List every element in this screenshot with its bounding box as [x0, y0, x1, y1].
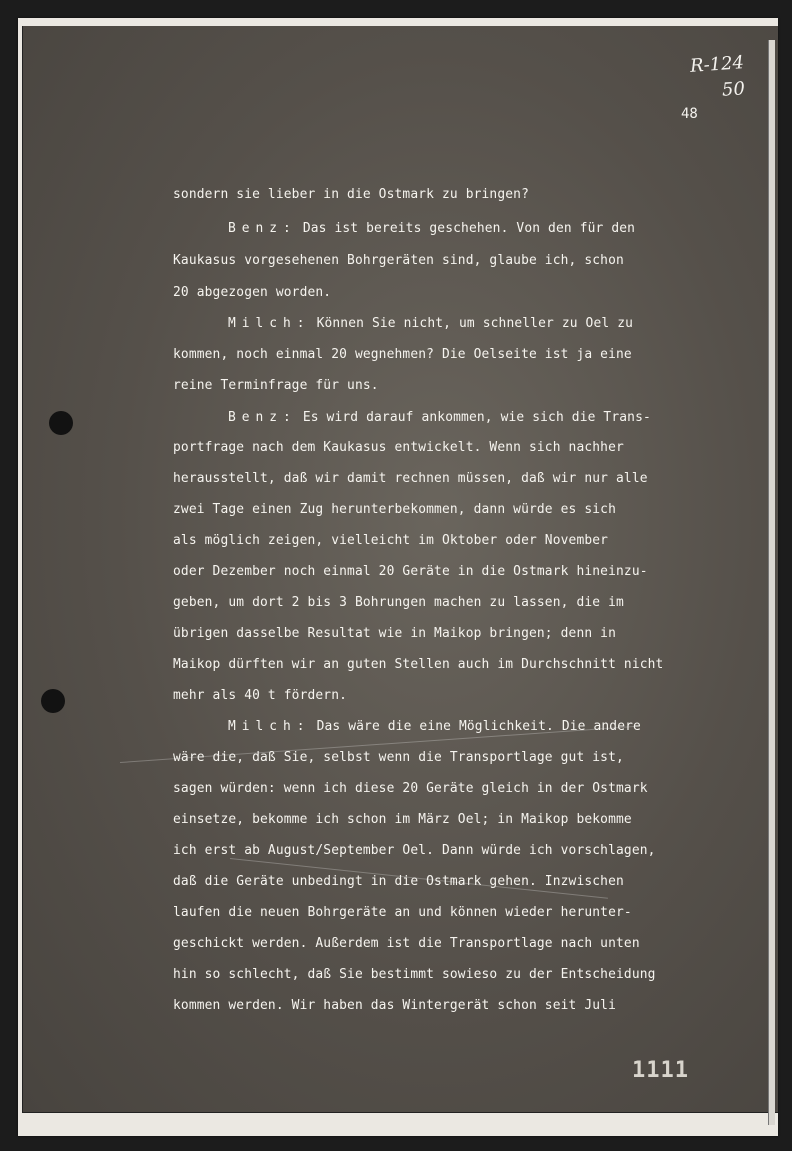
line-text: Das wäre die eine Möglichkeit. Die andere	[316, 719, 641, 734]
line-text: einsetze, bekomme ich schon im März Oel; in Maikop bekomme	[173, 812, 632, 827]
line-text: ich erst ab August/September Oel. Dann würde ich vorschlagen,	[173, 843, 656, 858]
text-line	[173, 502, 616, 517]
speaker-name: Benz:	[228, 221, 297, 236]
line-text: portfrage nach dem Kaukasus entwickelt. Wenn sich nachher	[173, 440, 624, 455]
line-text: zwei Tage einen Zug herunterbekommen, dann würde es sich	[173, 502, 617, 517]
page-number: 48	[681, 106, 698, 122]
text-line	[228, 221, 635, 236]
text-line	[173, 750, 624, 765]
speaker-name: Benz:	[228, 410, 297, 425]
line-text: mehr als 40 t fördern.	[173, 688, 348, 703]
line-text: Das ist bereits geschehen. Von den für den	[302, 221, 636, 236]
text-line	[173, 936, 640, 951]
line-text: Maikop dürften wir an guten Stellen auch im Durchschnitt nicht	[173, 657, 664, 672]
speaker-name: Milch:	[228, 316, 311, 331]
line-text: daß die Geräte unbedingt in die Ostmark gehen. Inzwischen	[173, 874, 624, 889]
speaker-name: Milch:	[228, 719, 311, 734]
text-line	[173, 378, 379, 393]
text-line	[173, 471, 648, 486]
punch-hole-top	[49, 411, 73, 435]
line-text: wäre die, daß Sie, selbst wenn die Transportlage gut ist,	[173, 750, 624, 765]
archive-reference-sub: 50	[721, 78, 746, 101]
archive-stamp: 1111	[632, 1058, 689, 1083]
line-text: hin so schlecht, daß Sie bestimmt sowieso zu der Entscheidung	[173, 967, 656, 982]
text-line	[228, 719, 641, 734]
line-text: kommen, noch einmal 20 wegnehmen? Die Oelseite ist ja eine	[173, 347, 632, 362]
line-text: kommen werden. Wir haben das Wintergerät schon seit Juli	[173, 998, 617, 1013]
text-line	[228, 410, 651, 425]
line-text: Kaukasus vorgesehenen Bohrgeräten sind, glaube ich, schon	[173, 253, 624, 268]
text-line	[173, 253, 624, 268]
text-line	[173, 187, 529, 202]
line-text: laufen die neuen Bohrgeräte an und können wieder herunter-	[173, 905, 632, 920]
text-line	[173, 967, 656, 982]
line-text: reine Terminfrage für uns.	[173, 378, 379, 393]
text-line	[173, 285, 331, 300]
text-line	[173, 657, 663, 672]
line-text: herausstellt, daß wir damit rechnen müssen, daß wir nur alle	[173, 471, 648, 486]
line-text: sagen würden: wenn ich diese 20 Geräte gleich in der Ostmark	[173, 781, 648, 796]
paper-edge	[768, 40, 775, 1125]
line-text: geben, um dort 2 bis 3 Bohrungen machen zu lassen, die im	[173, 595, 624, 610]
text-line	[173, 874, 624, 889]
line-text: 20 abgezogen worden.	[173, 285, 332, 300]
text-line	[173, 595, 624, 610]
text-line	[173, 998, 616, 1013]
line-text: als möglich zeigen, vielleicht im Oktober oder November	[173, 533, 609, 548]
line-text: Es wird darauf ankommen, wie sich die Trans-	[302, 410, 651, 425]
text-line	[173, 440, 624, 455]
line-text: Können Sie nicht, um schneller zu Oel zu	[316, 316, 634, 331]
line-text: oder Dezember noch einmal 20 Geräte in die Ostmark hineinzu-	[173, 564, 648, 579]
text-line	[173, 905, 632, 920]
text-line	[173, 812, 632, 827]
text-line	[173, 347, 632, 362]
archive-reference: R-124	[689, 52, 745, 77]
text-line	[173, 564, 648, 579]
line-text: übrigen dasselbe Resultat wie in Maikop bringen; denn in	[173, 626, 617, 641]
text-line	[173, 843, 656, 858]
text-line	[173, 781, 648, 796]
punch-hole-bottom	[41, 689, 65, 713]
text-line	[173, 533, 608, 548]
text-line	[173, 626, 616, 641]
text-line	[173, 688, 347, 703]
text-line	[228, 316, 633, 331]
line-text: sondern sie lieber in die Ostmark zu bringen?	[173, 187, 529, 202]
line-text: geschickt werden. Außerdem ist die Transportlage nach unten	[173, 936, 640, 951]
